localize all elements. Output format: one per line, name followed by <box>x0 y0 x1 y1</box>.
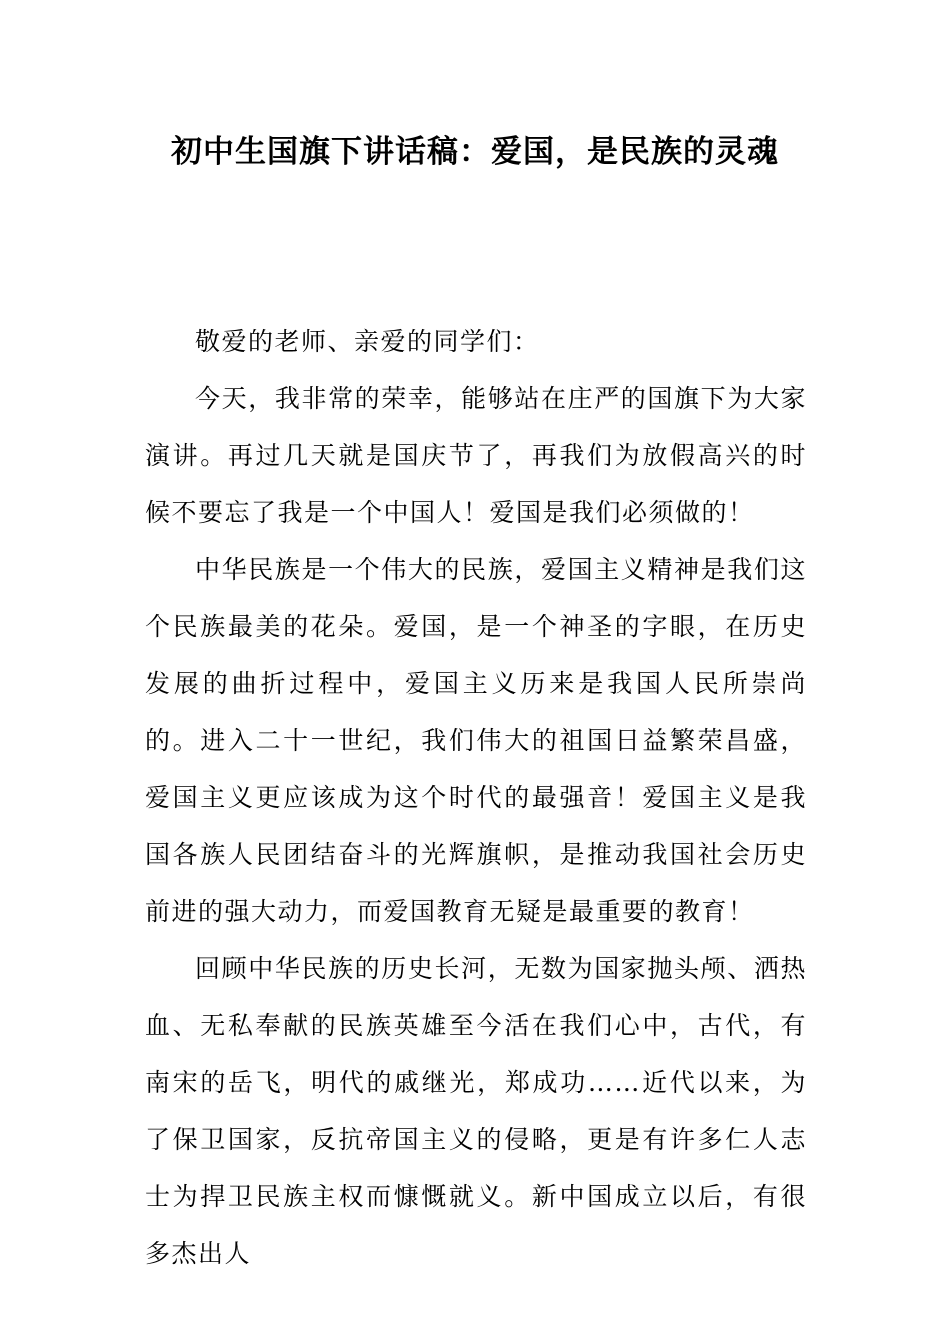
greeting-paragraph: 敬爱的老师、亲爱的同学们： <box>195 327 540 356</box>
body-paragraph-3: 回顾中华民族的历史长河，无数为国家抛头颅、洒热血、无私奉献的民族英雄至今活在我们心中，古代，有南宋的岳飞，明代的戚继光，郑成功……近代以来，为了保卫国家，反抗帝国主义的侵略，更是有许多仁人志士为捍卫民族主权而慷慨就义。新中国成立以后，有很多杰出人 <box>145 954 807 1268</box>
document-title: 初中生国旗下讲话稿：爱国，是民族的灵魂 <box>171 134 779 170</box>
document-body <box>145 313 807 1282</box>
body-paragraph-2: 中华民族是一个伟大的民族，爱国主义精神是我们这个民族最美的花朵。爱国，是一个神圣的字眼，在历史发展的曲折过程中，爱国主义历来是我国人民所崇尚的。进入二十一世纪，我们伟大的祖国日益繁荣昌盛，爱国主义更应该成为这个时代的最强音！爱国主义是我国各族人民团结奋斗的光辉旗帜，是推动我国社会历史前进的强大动力，而爱国教育无疑是最重要的教育！ <box>145 555 807 926</box>
body-paragraph-1: 今天，我非常的荣幸，能够站在庄严的国旗下为大家演讲。再过几天就是国庆节了，再我们为放假高兴的时候不要忘了我是一个中国人！爱国是我们必须做的！ <box>145 384 807 527</box>
